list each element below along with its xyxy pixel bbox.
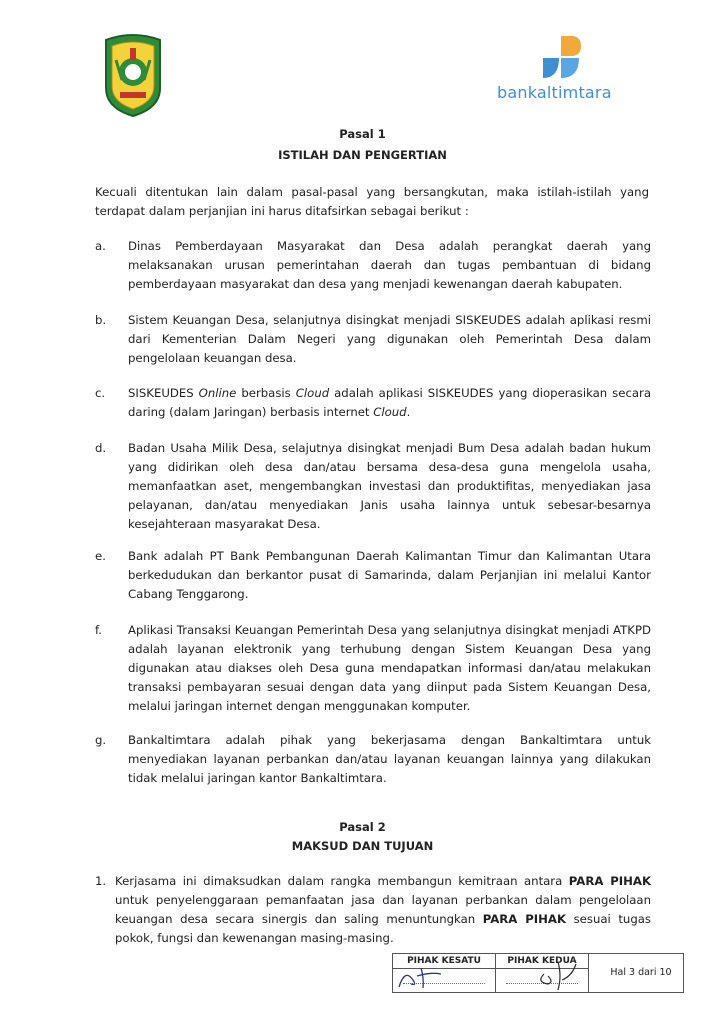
initial-signature-1-icon [393,954,496,992]
pasal-1-number: Pasal 1 [339,127,386,141]
item-letter: d. [95,441,107,455]
bankaltimtara-logo-mark-icon [539,36,585,80]
initial-signature-2-icon [496,954,589,992]
pihak-kesatu-label: PIHAK KESATU [393,954,495,969]
item-text: Dinas Pemberdayaan Masyarakat dan Desa adalah perangkat daerah yang melaksanakan urusan pemerintahan daerah dan tugas pembantuan di bidang pemberdayaan masyarakat dan desa yang menjadi kewenangan daerah kabupaten. [128,239,651,291]
item-text: SISKEUDES Online berbasis Cloud adalah aplikasi SISKEUDES yang dioperasikan secara daring (dalam Jaringan) berbasis internet Cloud. [128,386,652,419]
item-letter: f. [95,623,102,637]
item-text: Badan Usaha Milik Desa, selajutnya disingkat menjadi Bum Desa adalah badan hukum yang didirikan oleh desa dan/atau bersama desa-desa guna mengelola usaha, memanfaatkan aset, mengembangkan investasi dan produktifitas, menyediakan jasa pelayanan, dan/atau menyediakan Janis usaha lainnya untuk sebesar-besarnya kesejahteraan masyarakat Desa. [128,441,651,531]
pasal-2-number: Pasal 2 [339,820,386,834]
item-letter: c. [95,386,106,400]
item-letter: e. [95,549,106,563]
item-text: Bankaltimtara adalah pihak yang bekerjasama dengan Bankaltimtara untuk menyediakan layanan perbankan dan/atau layanan keuangan lainnya yang dilakukan tidak melalui jaringan kantor Bankaltimtara. [128,733,651,785]
item-text: Sistem Keuangan Desa, selanjutnya disingkat menjadi SISKEUDES adalah aplikasi resmi dari Kementerian Dalam Negeri yang digunakan oleh Pemerintah Desa dalam pengelolaan keuangan desa. [128,313,651,365]
item-letter: b. [95,313,107,327]
pasal-1-intro: Kecuali ditentukan lain dalam pasal-pasal yang bersangkutan, maka istilah-istilah yang terdapat dalam perjanjian ini harus ditafsirkan sebagai berikut : [95,185,649,218]
pihak-kedua-cell [496,954,589,992]
item-text: Aplikasi Transaksi Keuangan Pemerintah Desa yang selanjutnya disingkat menjadi ATKPD adalah layanan elektronik yang terhubung dengan Sistem Keuangan Desa yang digunakan atau diakses oleh Desa guna mendapatkan informasi dan/atau melakukan transaksi pembayaran sesuai dengan data yang diinput pada Sistem Keuangan Desa, melalui jaringan internet dengan menggunakan komputer. [128,623,651,713]
item-text: Bank adalah PT Bank Pembangunan Daerah Kalimantan Timur dan Kalimantan Utara berkedudukan dan berkantor pusat di Samarinda, dalam Perjanjian ini melalui Kantor Cabang Tenggarong. [128,549,651,601]
bank-logo [497,36,637,108]
item-text: Kerjasama ini dimaksudkan dalam rangka membangun kemitraan antara PARA PIHAK untuk penyelenggaraan pemanfaatan jasa dan layanan perbankan dalam pengelolaan keuangan desa secara sinergis dan saling menuntungkan PARA PIHAK sesuai tugas pokok, fungsi dan kewenangan masing-masing. [115,874,652,945]
pasal-1-title: ISTILAH DAN PENGERTIAN [278,148,447,162]
regency-emblem-icon [100,30,166,118]
pihak-kedua-label: PIHAK KEDUA [496,954,588,969]
pasal-2-title: MAKSUD DAN TUJUAN [291,839,434,853]
item-letter: a. [95,239,106,253]
page-number: Hal 3 dari 10 [610,967,672,978]
bank-name: bankaltimtara [497,83,612,102]
item-number: 1. [95,874,107,888]
initials-box [392,953,684,993]
item-letter: g. [95,733,107,747]
pihak-kesatu-cell [393,954,496,992]
